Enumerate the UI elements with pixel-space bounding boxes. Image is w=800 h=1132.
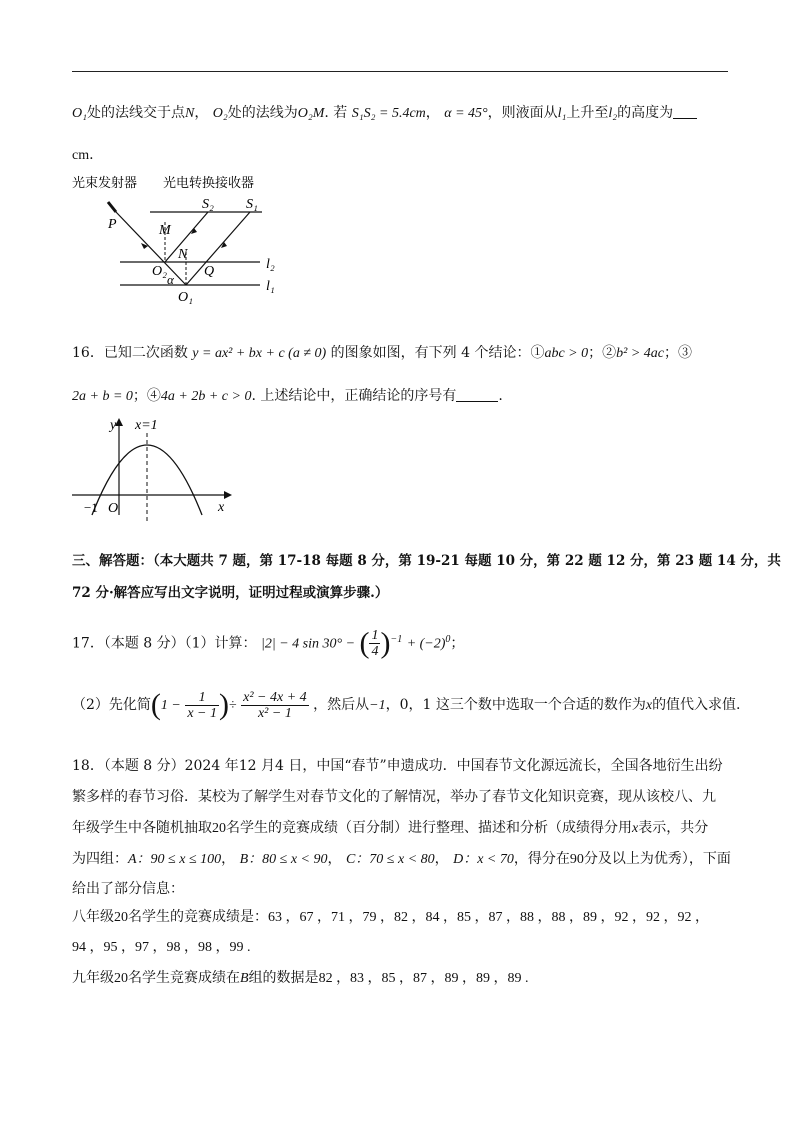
q18-group-c: C：70 ≤ x < 80 — [345, 852, 435, 867]
fig-s2-label: S₂ — [202, 197, 214, 212]
q15-line-2: cm. — [72, 147, 94, 163]
q18-group-a: A：90 ≤ x ≤ 100 — [128, 852, 222, 867]
fig-o2-label: O₂ — [152, 264, 167, 279]
fig-beam-reflect-l1 — [186, 212, 250, 285]
q17-fraction-1: $\frac{1}{x - 1}$ — [187, 689, 217, 721]
q17-part1: 17．（本题 8 分）（1）计算： |2| − 4 sin 30° − ( $\frac{1}{4}$ )$^{-1} + (-2)^0$； — [72, 626, 465, 660]
q17-expr-a: |2| − 4 sin 30° − — [261, 636, 356, 652]
q15-answer-blank — [673, 104, 697, 119]
fig-alpha-label: α — [167, 272, 174, 287]
q16-line-2: 2a + b = 0；④4a + 2b + c > 0. 上述结论中，正确结论的序号有 . — [72, 388, 503, 404]
q18-line-4: 为四组：A：90 ≤ x ≤ 100， B：80 ≤ x < 90， C：70 ≤ x < 80， D：x < 70，得分在90分及以上为优秀），下面 — [72, 851, 731, 867]
fig-q-label: Q — [204, 264, 215, 279]
section3-heading-line-2: 72 分·解答应写出文字说明，证明过程或演算步骤.） — [72, 585, 389, 601]
q17-fraction-2: $\frac{\text{x² − 4x + 4}}{\text{x² − 1}}$ — [243, 689, 307, 721]
q16-function: y = ax² + bx + c (a ≠ 0) — [192, 346, 327, 361]
fig16-origin-label: O — [108, 501, 119, 516]
q18-grade8-scores-1: 63 ，67 ，71 ，79 ，82 ，84 ，85 ，87 ，88 ，88 ，89 ，92 ，92 ，92 ， — [268, 910, 709, 925]
fig16-x-arrow — [224, 491, 232, 499]
fig-l1-label: l₁ — [266, 279, 275, 294]
q18-line-3: 年级学生中各随机抽取20名学生的竞赛成绩（百分制）进行整理、描述和分析（成绩得分用x表示，共分 — [72, 820, 709, 836]
fig-beam-incident — [116, 212, 186, 285]
fig-s1-label: S₁ — [246, 197, 258, 212]
q18-group-d: D：x < 70 — [453, 852, 514, 867]
fig16-x-label: x — [218, 500, 225, 515]
q15-o1: O₁ — [72, 106, 87, 121]
fig16-y-label: y — [110, 418, 117, 433]
fig-emitter — [108, 202, 116, 212]
fig-l2-label: l₂ — [266, 257, 275, 272]
fig-emitter-label: 光束发射器 — [72, 175, 138, 190]
fig16-sym-label: x=1 — [135, 418, 158, 433]
fig-m-label: M — [159, 223, 171, 238]
section3-heading-line-1: 三、解答题：（本大题共 7 题，第 17-18 每题 8 分，第 19-21 每题 10 分，第 22 题 12 分，第 23 题 14 分，共 — [72, 553, 781, 569]
q16-line-1: 16．已知二次函数 y = ax² + bx + c (a ≠ 0) 的图象如图，有下列 4 个结论：①abc > 0；②b² > 4ac；③ — [72, 345, 692, 361]
q16-parabola-figure — [70, 415, 240, 525]
q18-grade9-scores: 82 ，83 ，85 ，87 ，89 ，89 ，89 . — [318, 971, 529, 986]
q18-grade9-line: 九年级20名学生竞赛成绩在B组的数据是82 ，83 ，85 ，87 ，89 ，89 ，89 . — [72, 970, 529, 986]
q18-grade8-line-1: 八年级20名学生的竞赛成绩是：63 ，67 ，71 ，79 ，82 ，84 ，85 ，87 ，88 ，88 ，89 ，92 ，92 ，92 ， — [72, 909, 709, 925]
fig16-neg1-label: −1 — [84, 500, 98, 515]
q18-grade8-scores-2: 94 ，95 ，97 ，98 ，98 ，99 . — [72, 940, 251, 955]
q15-line-1: O₁处的法线交于点N， O₂处的法线为O₂M. 若 S₁S₂ = 5.4cm， α = 45°，则液面从l₁上升至l₂的高度为 — [72, 103, 732, 124]
fig-receiver-label: 光电转换接收器 — [163, 175, 255, 190]
q18-group-b: B：80 ≤ x < 90 — [239, 852, 328, 867]
q17-fraction: $\frac{1}{4}$ — [371, 628, 379, 660]
q18-line-1: 18．（本题 8 分）2024 年12 月4 日，中国“春节”申遗成功．中国春节文化源远流长，全国各地衍生出纷 — [72, 758, 723, 774]
fig-beam-arrow-3 — [221, 242, 227, 248]
fig-o1-label: O₁ — [178, 290, 193, 304]
q17-part2: （2）先化简(1 − $\frac{1}{x - 1}$ )÷ $\frac{\text{x² − 4x + 4}}{\text{x² − 1}}$ ，然后从−1，0，1 这三个数中选取一个合适的数作为x的值代入求值. — [72, 688, 741, 721]
q15-optics-figure — [70, 172, 300, 304]
header-rule — [72, 71, 728, 72]
fig-n-label: N — [178, 247, 188, 262]
q16-answer-blank — [456, 387, 498, 402]
q18-line-2: 繁多样的春节习俗．某校为了解学生对春节文化的了解情况，举办了春节文化知识竞赛，现从该校八、九 — [72, 789, 716, 805]
q18-line-5: 给出了部分信息： — [72, 881, 184, 897]
fig-p-label: P — [108, 217, 117, 232]
